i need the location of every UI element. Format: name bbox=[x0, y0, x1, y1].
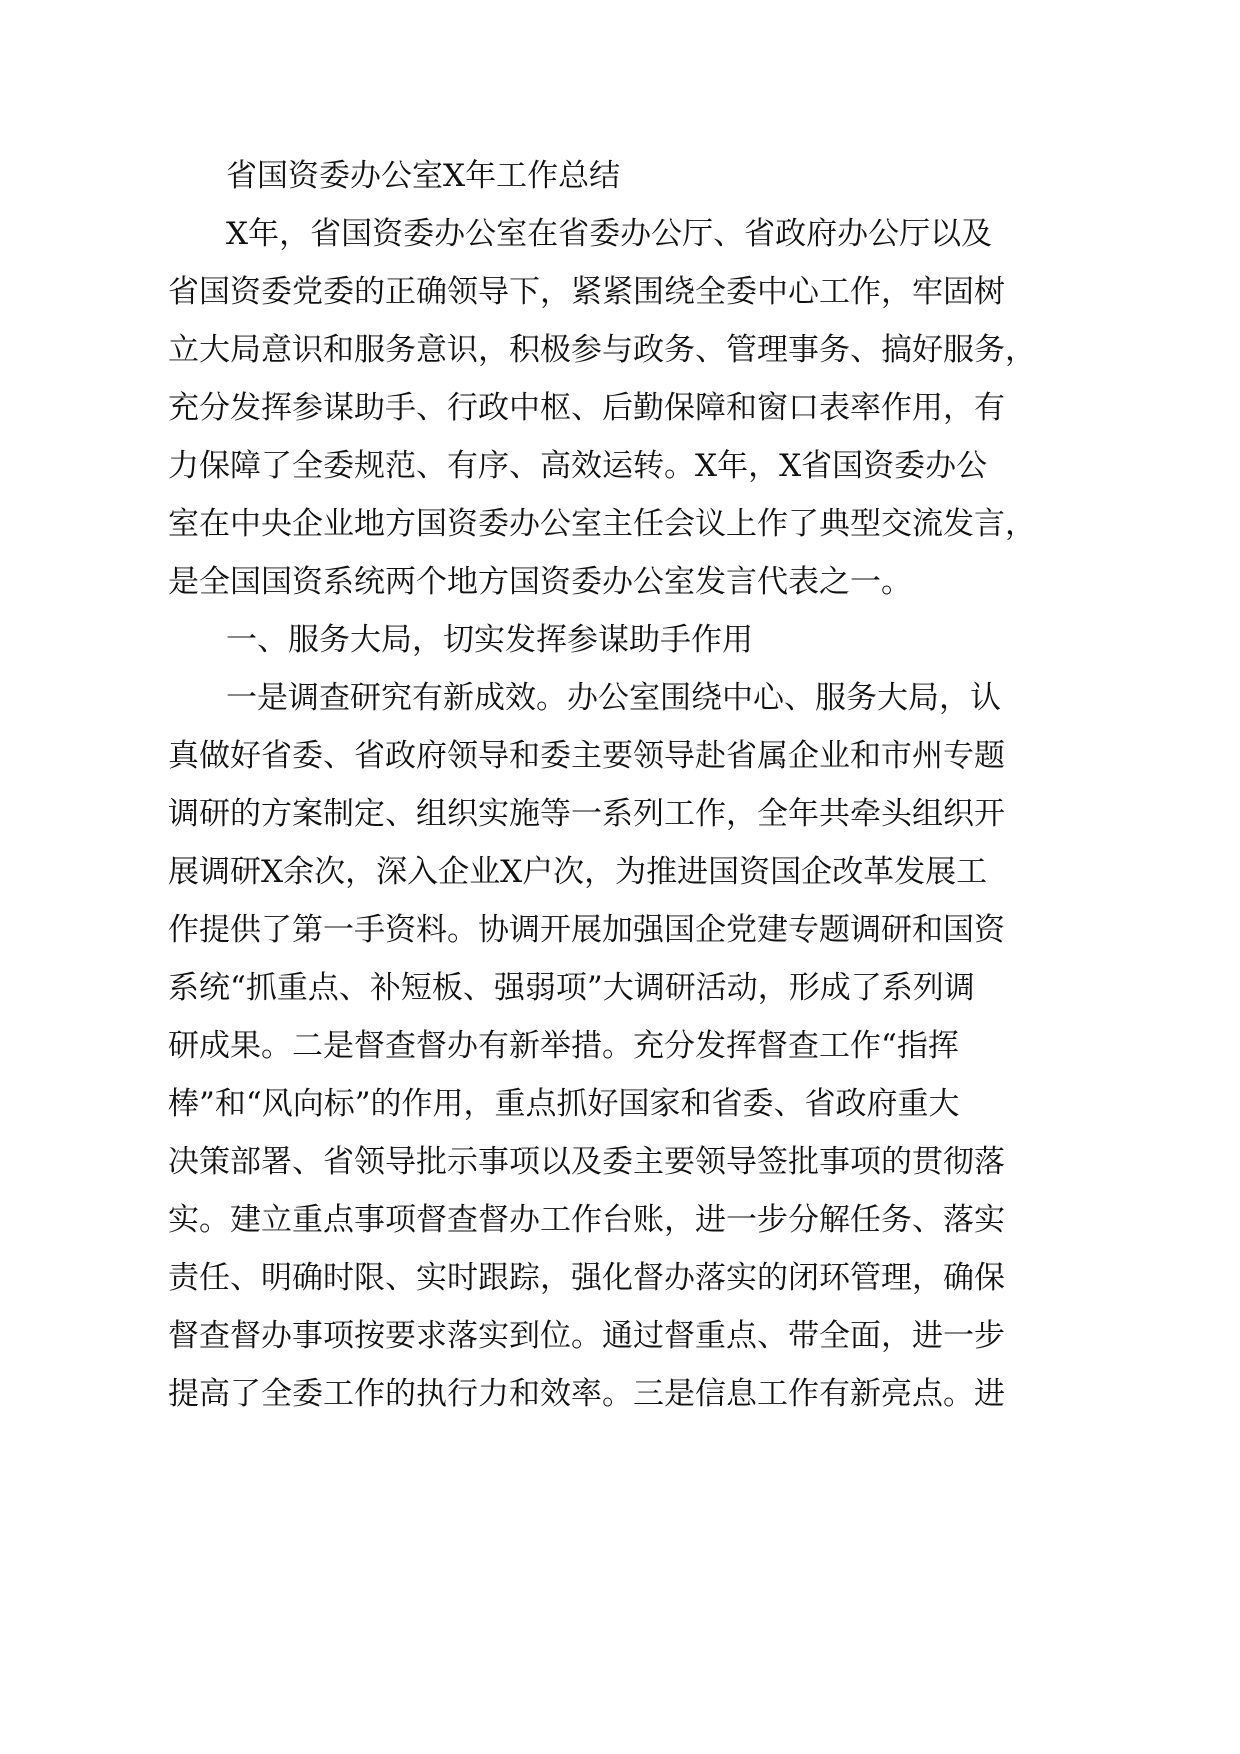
paragraph-line-18: 实。建立重点事项督查督办工作台账，进一步分解任务、落实 bbox=[168, 1202, 1005, 1238]
paragraph-line-14: 系统“抓重点、补短板、强弱项”大调研活动，形成了系列调 bbox=[168, 970, 975, 1006]
paragraph-line-7: 是全国国资系统两个地方国资委办公室发言代表之一。 bbox=[168, 564, 912, 600]
paragraph-line-11: 调研的方案制定、组织实施等一系列工作，全年共牵头组织开 bbox=[168, 796, 1005, 832]
paragraph-line-1: X年，省国资委办公室在省委办公厅、省政府办公厅以及 bbox=[226, 216, 993, 252]
paragraph-line-3: 立大局意识和服务意识，积极参与政务、管理事务、搞好服务， bbox=[168, 332, 1036, 368]
paragraph-line-4: 充分发挥参谋助手、行政中枢、后勤保障和窗口表率作用，有 bbox=[168, 390, 1005, 426]
paragraph-line-20: 督查督办事项按要求落实到位。通过督重点、带全面，进一步 bbox=[168, 1318, 1005, 1354]
paragraph-line-21: 提高了全委工作的执行力和效率。三是信息工作有新亮点。进 bbox=[168, 1376, 1005, 1412]
paragraph-line-9: 一是调查研究有新成效。办公室围绕中心、服务大局，认 bbox=[226, 680, 1001, 716]
paragraph-line-16: 棒”和“风向标”的作用，重点抓好国家和省委、省政府重大 bbox=[168, 1086, 960, 1122]
paragraph-line-5: 力保障了全委规范、有序、高效运转。X年，X省国资委办公 bbox=[168, 448, 988, 484]
paragraph-line-13: 作提供了第一手资料。协调开展加强国企党建专题调研和国资 bbox=[168, 912, 1005, 948]
paragraph-line-10: 真做好省委、省政府领导和委主要领导赴省属企业和市州专题 bbox=[168, 738, 1005, 774]
paragraph-line-17: 决策部署、省领导批示事项以及委主要领导签批事项的贯彻落 bbox=[168, 1144, 1005, 1180]
paragraph-line-19: 责任、明确时限、实时跟踪，强化督办落实的闭环管理，确保 bbox=[168, 1260, 1005, 1296]
paragraph-line-2: 省国资委党委的正确领导下，紧紧围绕全委中心工作，牢固树 bbox=[168, 274, 1005, 310]
paragraph-line-12: 展调研X余次，深入企业X户次，为推进国资国企改革发展工 bbox=[168, 854, 988, 890]
paragraph-line-6: 室在中央企业地方国资委办公室主任会议上作了典型交流发言， bbox=[168, 506, 1036, 542]
section-heading: 一、服务大局，切实发挥参谋助手作用 bbox=[226, 622, 753, 658]
document-title: 省国资委办公室X年工作总结 bbox=[226, 158, 621, 194]
paragraph-line-15: 研成果。二是督查督办有新举措。充分发挥督查工作“指挥 bbox=[168, 1028, 959, 1064]
